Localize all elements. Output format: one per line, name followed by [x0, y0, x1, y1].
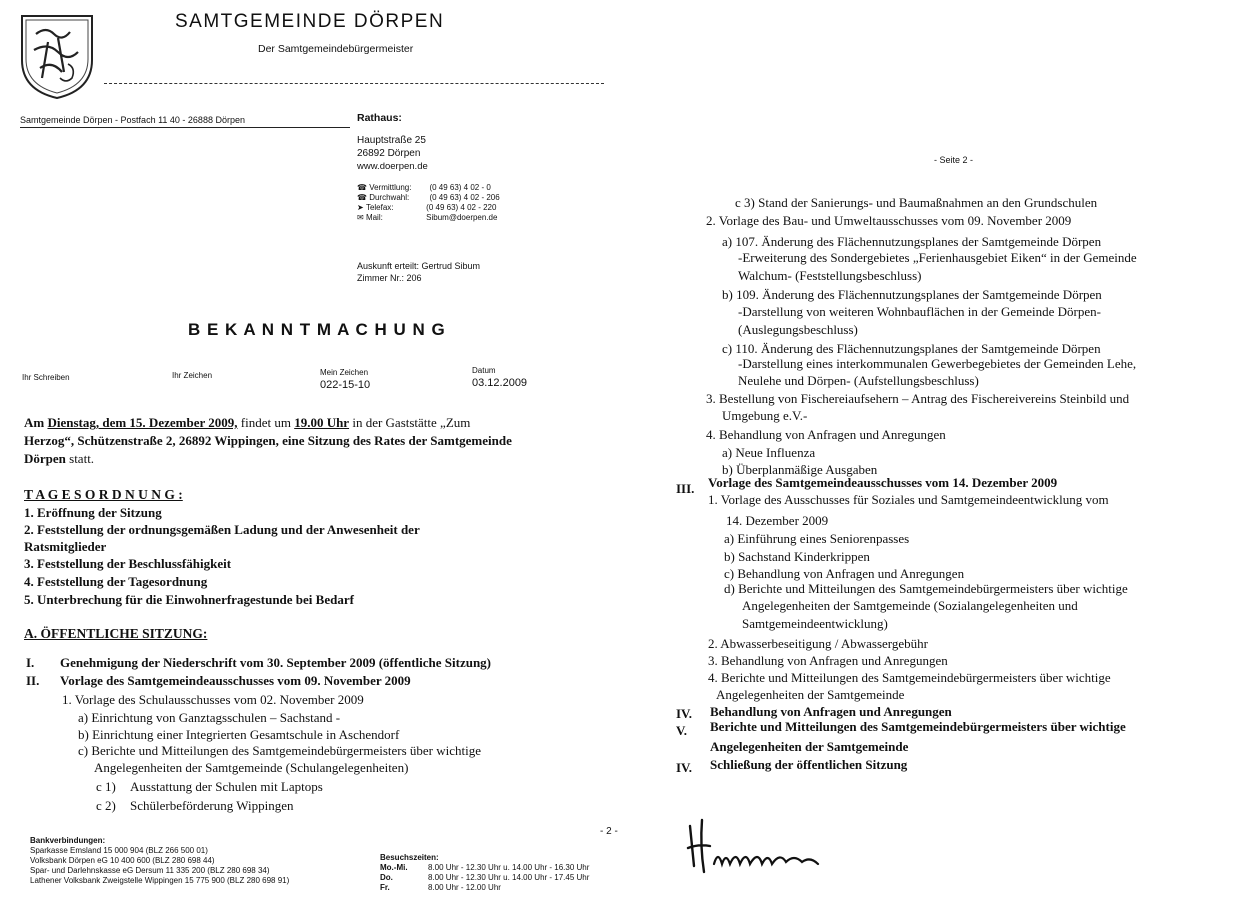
list-item: Walchum- (Feststellungsbeschluss)	[738, 268, 922, 283]
list-item: -Darstellung von weiteren Wohnbauflächen in der Gemeinde Dörpen-	[738, 304, 1101, 319]
bank-line: Volksbank Dörpen eG 10 400 600 (BLZ 280 698 44)	[30, 856, 215, 865]
sub-item: Schülerbeförderung Wippingen	[130, 798, 294, 813]
hours-heading: Besuchszeiten:	[380, 853, 439, 862]
contact-row: ☎ Durchwahl: (0 49 63) 4 02 - 206	[357, 193, 500, 202]
phone-icon: ☎	[357, 183, 367, 192]
sub-item: 1. Vorlage des Schulausschusses vom 02. November 2009	[62, 692, 364, 707]
agenda-item: 5. Unterbrechung für die Einwohnerfragestunde bei Bedarf	[24, 592, 354, 607]
sub-item-number: c 1)	[96, 779, 116, 794]
town-hall-city: 26892 Dörpen	[357, 148, 421, 159]
item-number: I.	[26, 655, 35, 670]
list-item: Angelegenheiten der Samtgemeinde (Sozialangelegenheiten und	[742, 598, 1078, 613]
hours-day: Do.	[380, 873, 393, 882]
hours-time: 8.00 Uhr - 12.30 Uhr u. 14.00 Uhr - 16.30 Uhr	[428, 863, 590, 872]
my-ref-value: 022-15-10	[320, 379, 371, 391]
sub-item: b) Einrichtung einer Integrierten Gesamtschule in Aschendorf	[78, 727, 400, 742]
item-text: Behandlung von Anfragen und Anregungen	[710, 704, 952, 719]
list-item: 4. Berichte und Mitteilungen des Samtgemeindebürgermeisters über wichtige	[708, 670, 1111, 685]
intro-line-1: Am Dienstag, dem 15. Dezember 2009, findet um 19.00 Uhr in der Gaststätte „Zum	[24, 415, 471, 430]
agenda-item: Ratsmitglieder	[24, 539, 107, 554]
phone-icon: ☎	[357, 193, 367, 202]
sub-item: Ausstattung der Schulen mit Laptops	[130, 779, 323, 794]
page-number: - 2 -	[600, 826, 618, 837]
list-item: Angelegenheiten der Samtgemeinde	[716, 687, 905, 702]
list-item: c) 110. Änderung des Flächennutzungsplanes der Samtgemeinde Dörpen	[722, 341, 1101, 356]
org-subtitle: Der Samtgemeindebürgermeister	[258, 43, 414, 55]
item-text: Genehmigung der Niederschrift vom 30. September 2009 (öffentliche Sitzung)	[60, 655, 491, 670]
hours-day: Fr.	[380, 883, 390, 892]
sub-item: a) Einrichtung von Ganztagsschulen – Sachstand -	[78, 710, 341, 725]
list-item: Neulehe und Dörpen- (Aufstellungsbeschluss)	[738, 373, 979, 388]
item-number: IV.	[676, 760, 693, 775]
list-item: c) Behandlung von Anfragen und Anregungen	[724, 566, 965, 581]
hours-time: 8.00 Uhr - 12.00 Uhr	[428, 883, 501, 892]
agenda-item: 1. Eröffnung der Sitzung	[24, 505, 162, 520]
return-address: Samtgemeinde Dörpen - Postfach 11 40 - 26888 Dörpen	[20, 115, 245, 125]
list-item: 1. Vorlage des Ausschusses für Soziales und Samtgemeindeentwicklung vom	[708, 492, 1109, 507]
sub-item: c) Berichte und Mitteilungen des Samtgemeindebürgermeisters über wichtige	[78, 743, 482, 758]
sub-item-number: c 2)	[96, 798, 116, 813]
sub-item: Angelegenheiten der Samtgemeinde (Schulangelegenheiten)	[94, 760, 409, 775]
signature	[684, 816, 844, 878]
list-item: d) Berichte und Mitteilungen des Samtgemeindebürgermeisters über wichtige	[724, 581, 1128, 596]
contact-row: ➤ Telefax: (0 49 63) 4 02 - 220	[357, 203, 497, 212]
item-number: III.	[676, 481, 695, 496]
bank-heading: Bankverbindungen:	[30, 836, 106, 845]
list-item: 2. Vorlage des Bau- und Umweltausschusses vom 09. November 2009	[706, 213, 1072, 228]
agenda-heading: T A G E S O R D N U N G :	[24, 487, 183, 502]
list-item: 4. Behandlung von Anfragen und Anregungen	[706, 427, 946, 442]
your-letter-label: Ihr Schreiben	[22, 373, 70, 382]
header-rule	[104, 83, 604, 84]
page-label: - Seite 2 -	[934, 155, 974, 165]
contact-row: ☎ Vermittlung: (0 49 63) 4 02 - 0	[357, 183, 491, 192]
list-item: a) Einführung eines Seniorenpasses	[724, 531, 910, 546]
date-label: Datum	[472, 366, 496, 375]
list-item: b) Sachstand Kinderkrippen	[724, 549, 870, 564]
list-item: a) Neue Influenza	[722, 445, 816, 460]
your-ref-label: Ihr Zeichen	[172, 371, 213, 380]
list-item: c 3) Stand der Sanierungs- und Baumaßnahmen an den Grundschulen	[735, 195, 1098, 210]
intro-line-2: Herzog“, Schützenstraße 2, 26892 Wippingen, eine Sitzung des Rates der Samtgemeinde	[24, 433, 512, 448]
item-number: II.	[26, 673, 40, 688]
list-item: (Auslegungsbeschluss)	[738, 322, 858, 337]
agenda-item: 2. Feststellung der ordnungsgemäßen Ladung und der Anwesenheit der	[24, 522, 420, 537]
hours-time: 8.00 Uhr - 12.30 Uhr u. 14.00 Uhr - 17.45 Uhr	[428, 873, 590, 882]
list-item: Samtgemeindeentwicklung)	[742, 616, 888, 631]
bank-line: Spar- und Darlehnskasse eG Dersum 11 335 200 (BLZ 280 698 34)	[30, 866, 270, 875]
list-item: Umgebung e.V.-	[722, 408, 808, 423]
org-name: SAMTGEMEINDE DÖRPEN	[175, 11, 445, 32]
town-hall-web: www.doerpen.de	[357, 161, 428, 172]
list-item: -Darstellung eines interkommunalen Gewerbegebietes der Gemeinden Lehe,	[738, 356, 1137, 371]
date-value: 03.12.2009	[472, 377, 528, 389]
list-item: 3. Behandlung von Anfragen und Anregungen	[708, 653, 948, 668]
list-item: 2. Abwasserbeseitigung / Abwassergebühr	[708, 636, 929, 651]
item-number: IV.	[676, 706, 693, 721]
agenda-item: 4. Feststellung der Tagesordnung	[24, 574, 208, 589]
item-text: Berichte und Mitteilungen des Samtgemeindebürgermeisters über wichtige	[710, 719, 1126, 734]
return-address-rule	[20, 127, 350, 128]
bank-line: Lathener Volksbank Zweigstelle Wippingen 15 775 900 (BLZ 280 698 91)	[30, 876, 290, 885]
room-line: Zimmer Nr.: 206	[357, 273, 422, 283]
info-line: Auskunft erteilt: Gertrud Sibum	[357, 261, 481, 271]
list-item: -Erweiterung des Sondergebietes „Ferienhausgebiet Eiken“ in der Gemeinde	[738, 250, 1137, 265]
item-text: Schließung der öffentlichen Sitzung	[710, 757, 908, 772]
town-hall-street: Hauptstraße 25	[357, 135, 426, 146]
contact-row: ✉ Mail: Sibum@doerpen.de	[357, 213, 498, 222]
agenda-item: 3. Feststellung der Beschlussfähigkeit	[24, 556, 232, 571]
list-item: a) 107. Änderung des Flächennutzungsplanes der Samtgemeinde Dörpen	[722, 234, 1102, 249]
hours-day: Mo.-Mi.	[380, 863, 408, 872]
intro-line-3: Dörpen statt.	[24, 451, 95, 466]
item-text: Angelegenheiten der Samtgemeinde	[710, 739, 909, 754]
fax-icon: ➤	[357, 203, 364, 212]
bank-line: Sparkasse Emsland 15 000 904 (BLZ 266 500 01)	[30, 846, 208, 855]
coat-of-arms-logo	[18, 12, 96, 100]
item-number: V.	[676, 723, 687, 738]
public-session-heading: A. ÖFFENTLICHE SITZUNG:	[24, 626, 208, 641]
item-text: Vorlage des Samtgemeindeausschusses vom 09. November 2009	[60, 673, 411, 688]
item-text: Vorlage des Samtgemeindeausschusses vom 14. Dezember 2009	[708, 475, 1058, 490]
list-item: 14. Dezember 2009	[726, 513, 829, 528]
list-item: 3. Bestellung von Fischereiaufsehern – Antrag des Fischereivereins Steinbild und	[706, 391, 1130, 406]
list-item: b) 109. Änderung des Flächennutzungsplanes der Samtgemeinde Dörpen	[722, 287, 1102, 302]
list-item: b) Überplanmäßige Ausgaben	[722, 462, 878, 477]
document-title: B E K A N N T M A C H U N G	[188, 320, 446, 339]
town-hall-label: Rathaus:	[357, 112, 402, 124]
my-ref-label: Mein Zeichen	[320, 368, 369, 377]
mail-icon: ✉	[357, 213, 364, 222]
